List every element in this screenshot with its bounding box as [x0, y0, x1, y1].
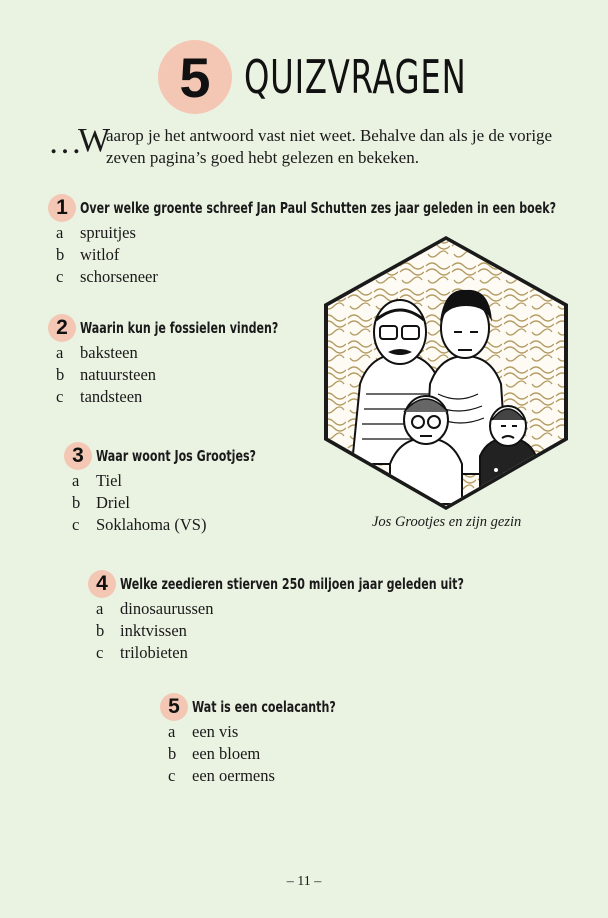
question-number-badge: 1 — [48, 194, 76, 222]
question-text: Welke zeedieren stierven 250 miljoen jaar geleden uit? — [120, 575, 464, 593]
option-text: een vis — [192, 722, 239, 741]
option-letter: a — [96, 599, 104, 618]
family-portrait-image — [320, 234, 572, 514]
option-text: witlof — [80, 245, 120, 264]
option-letter: c — [56, 267, 64, 286]
option-text: baksteen — [80, 343, 138, 362]
option-text: Driel — [96, 493, 130, 512]
intro-line-1: aarop je het antwoord vast niet weet. Behalve dan als je de vorige — [106, 126, 553, 145]
answer-option — [64, 514, 291, 536]
answer-option — [88, 642, 539, 664]
intro-dropcap: W — [78, 122, 111, 159]
question-text: Waarin kun je fossielen vinden? — [80, 319, 279, 337]
option-text: natuursteen — [80, 365, 157, 384]
option-letter: a — [56, 343, 64, 362]
option-letter: a — [56, 223, 64, 242]
question-header — [48, 194, 608, 222]
option-letter: b — [56, 365, 65, 384]
question-header — [88, 570, 539, 598]
option-letter: c — [72, 515, 80, 534]
page-number: – 11 – — [286, 874, 322, 889]
option-letter: a — [72, 471, 80, 490]
chapter-number-badge: 5 — [158, 40, 232, 114]
question-text: Wat is een coelacanth? — [192, 698, 336, 716]
option-text: spruitjes — [80, 223, 136, 242]
option-letter: b — [56, 245, 65, 264]
illustration-caption: Jos Grootjes en zijn gezin — [372, 514, 522, 530]
answer-option — [160, 721, 367, 743]
option-letter: c — [168, 766, 176, 785]
page-title: QUIZVRAGEN — [244, 50, 467, 104]
answer-option — [160, 765, 367, 787]
question-4 — [88, 570, 539, 664]
answer-option — [48, 342, 322, 364]
option-text: Soklahoma (VS) — [96, 515, 207, 534]
option-text: tandsteen — [80, 387, 143, 406]
option-text: een oermens — [192, 766, 275, 785]
question-number-badge: 5 — [160, 693, 188, 721]
intro-line-2: zeven pagina’s goed hebt gelezen en bekeken. — [106, 148, 419, 167]
question-2 — [48, 314, 322, 408]
question-number-badge: 4 — [88, 570, 116, 598]
question-3 — [64, 442, 291, 536]
question-text: Over welke groente schreef Jan Paul Schutten zes jaar geleden in een boek? — [80, 199, 557, 217]
option-text: Tiel — [96, 471, 122, 490]
option-text: schorseneer — [80, 267, 158, 286]
answer-option — [48, 386, 322, 408]
option-letter: a — [168, 722, 176, 741]
question-header — [48, 314, 322, 342]
option-letter: b — [96, 621, 105, 640]
question-header — [160, 693, 367, 721]
answer-option — [160, 743, 367, 765]
answer-option — [64, 492, 291, 514]
question-number-badge: 3 — [64, 442, 92, 470]
option-letter: b — [168, 744, 177, 763]
page-header — [158, 40, 529, 114]
intro-ellipsis: … — [48, 124, 82, 161]
answer-option — [88, 620, 539, 642]
family-illustration — [320, 234, 572, 514]
question-number-badge: 2 — [48, 314, 76, 342]
option-text: trilobieten — [120, 643, 188, 662]
question-text: Waar woont Jos Grootjes? — [96, 447, 256, 465]
option-text: een bloem — [192, 744, 261, 763]
option-letter: c — [56, 387, 64, 406]
question-5 — [160, 693, 367, 787]
option-letter: b — [72, 493, 81, 512]
option-text: dinosaurussen — [120, 599, 214, 618]
option-text: inktvissen — [120, 621, 187, 640]
option-letter: c — [96, 643, 104, 662]
answer-option — [88, 598, 539, 620]
answer-option — [48, 364, 322, 386]
question-header — [64, 442, 291, 470]
answer-option — [64, 470, 291, 492]
